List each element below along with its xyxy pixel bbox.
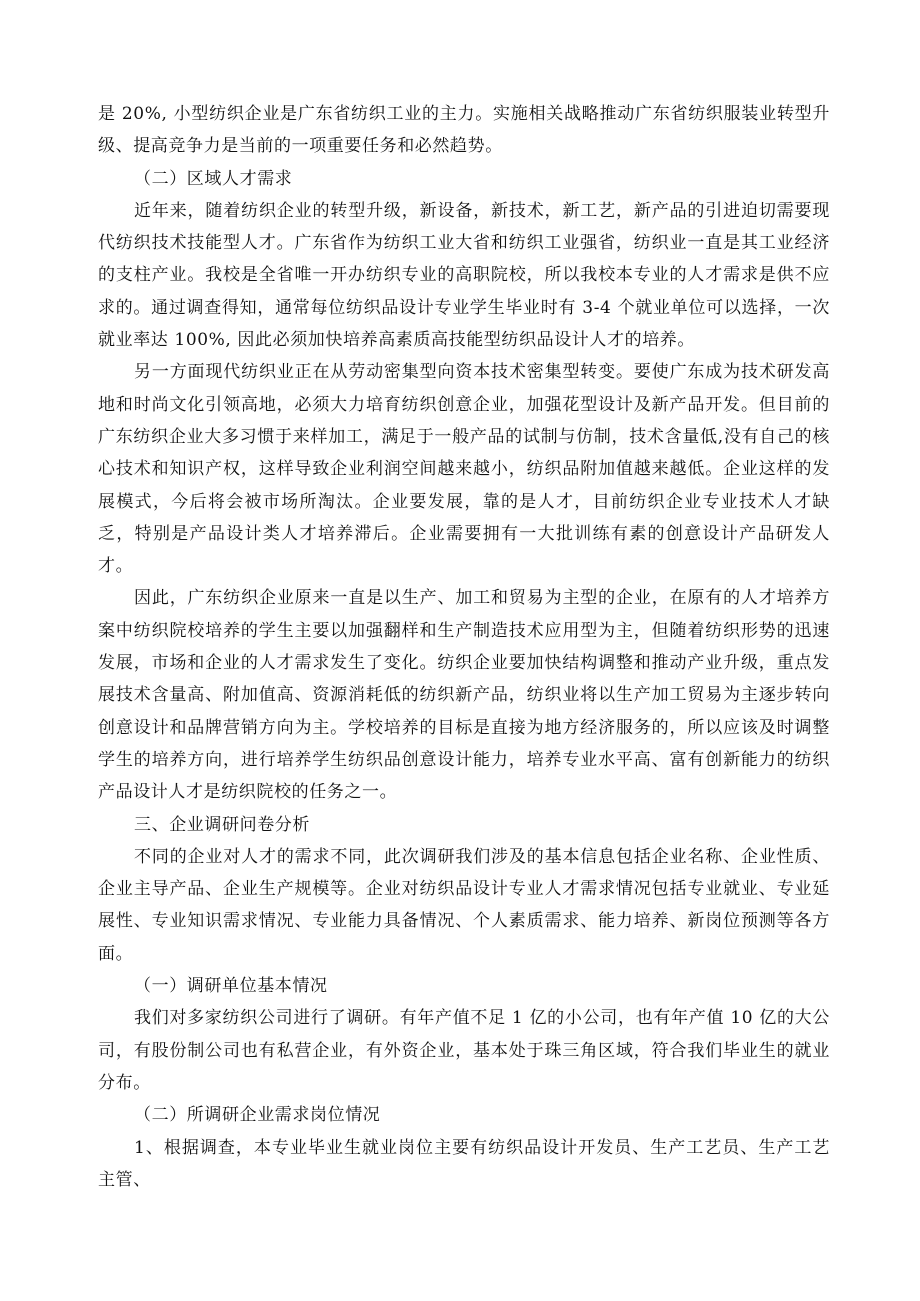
section-heading-survey-analysis: 三、企业调研问卷分析 (134, 814, 310, 835)
paragraph-surveyed-companies: 我们对多家纺织公司进行了调研。有年产值不足 1 亿的小公司，也有年产值 10 亿的大公司，有股份制公司也有私营企业，有外资企业，基本处于珠三角区域，符合我们毕业生的就业分布。 (98, 1008, 830, 1093)
section-heading-regional-talent-demand: （二）区域人才需求 (134, 168, 293, 189)
section-heading-surveyed-units: （一）调研单位基本情况 (134, 976, 328, 997)
paragraph-talent-demand: 近年来，随着纺织企业的转型升级，新设备，新技术，新工艺，新产品的引进迫切需要现代纺织技术技能型人才。广东省作为纺织工业大省和纺织工业强省，纺织业一直是其工业经济的支柱产业。我校是全省唯一开办纺织专业的高职院校，所以我校本专业的人才需求是供不应求的。通过调查得知，通常每位纺织品设计专业学生毕业时有 3-4 个就业单位可以选择，一次就业率达 100%, 因此必须加快培养高素质高技能型纺织品设计人才的培养。 (98, 200, 830, 351)
document-body (98, 98, 830, 1196)
paragraph-continuation: 是 20%, 小型纺织企业是广东省纺织工业的主力。实施相关战略推动广东省纺织服装业转型升级、提高竞争力是当前的一项重要任务和必然趋势。 (98, 104, 830, 157)
section-heading-job-demand: （二）所调研企业需求岗位情况 (134, 1105, 381, 1126)
paragraph-industry-transformation: 另一方面现代纺织业正在从劳动密集型向资本技术密集型转变。要使广东成为技术研发高地和时尚文化引领高地，必须大力培育纺织创意企业，加强花型设计及新产品开发。但目前的广东纺织企业大多习惯于来样加工，满足于一般产品的试制与仿制，技术含量低,没有自己的核心技术和知识产权，这样导致企业利润空间越来越小，纺织品附加值越来越低。企业这样的发展模式，今后将会被市场所淘汰。企业要发展，靠的是人才，目前纺织企业专业技术人才缺乏，特别是产品设计类人才培养滞后。企业需要拥有一大批训练有素的创意设计产品研发人才。 (98, 362, 830, 577)
paragraph-job-positions: 1、根据调查，本专业毕业生就业岗位主要有纺织品设计开发员、生产工艺员、生产工艺主管、 (98, 1137, 830, 1190)
paragraph-training-direction: 因此，广东纺织企业原来一直是以生产、加工和贸易为主型的企业，在原有的人才培养方案中纺织院校培养的学生主要以加强翻样和生产制造技术应用型为主，但随着纺织形势的迅速发展，市场和企业的人才需求发生了变化。纺织企业要加快结构调整和推动产业升级，重点发展技术含量高、附加值高、资源消耗低的纺织新产品，纺织业将以生产加工贸易为主逐步转向创意设计和品牌营销方向为主。学校培养的目标是直接为地方经济服务的，所以应该及时调整学生的培养方向，进行培养学生纺织品创意设计能力，培养专业水平高、富有创新能力的纺织产品设计人才是纺织院校的任务之一。 (98, 588, 830, 803)
paragraph-survey-scope: 不同的企业对人才的需求不同，此次调研我们涉及的基本信息包括企业名称、企业性质、企业主导产品、企业生产规模等。企业对纺织品设计专业人才需求情况包括专业就业、专业延展性、专业知识需求情况、专业能力具备情况、个人素质需求、能力培养、新岗位预测等各方面。 (98, 846, 830, 964)
